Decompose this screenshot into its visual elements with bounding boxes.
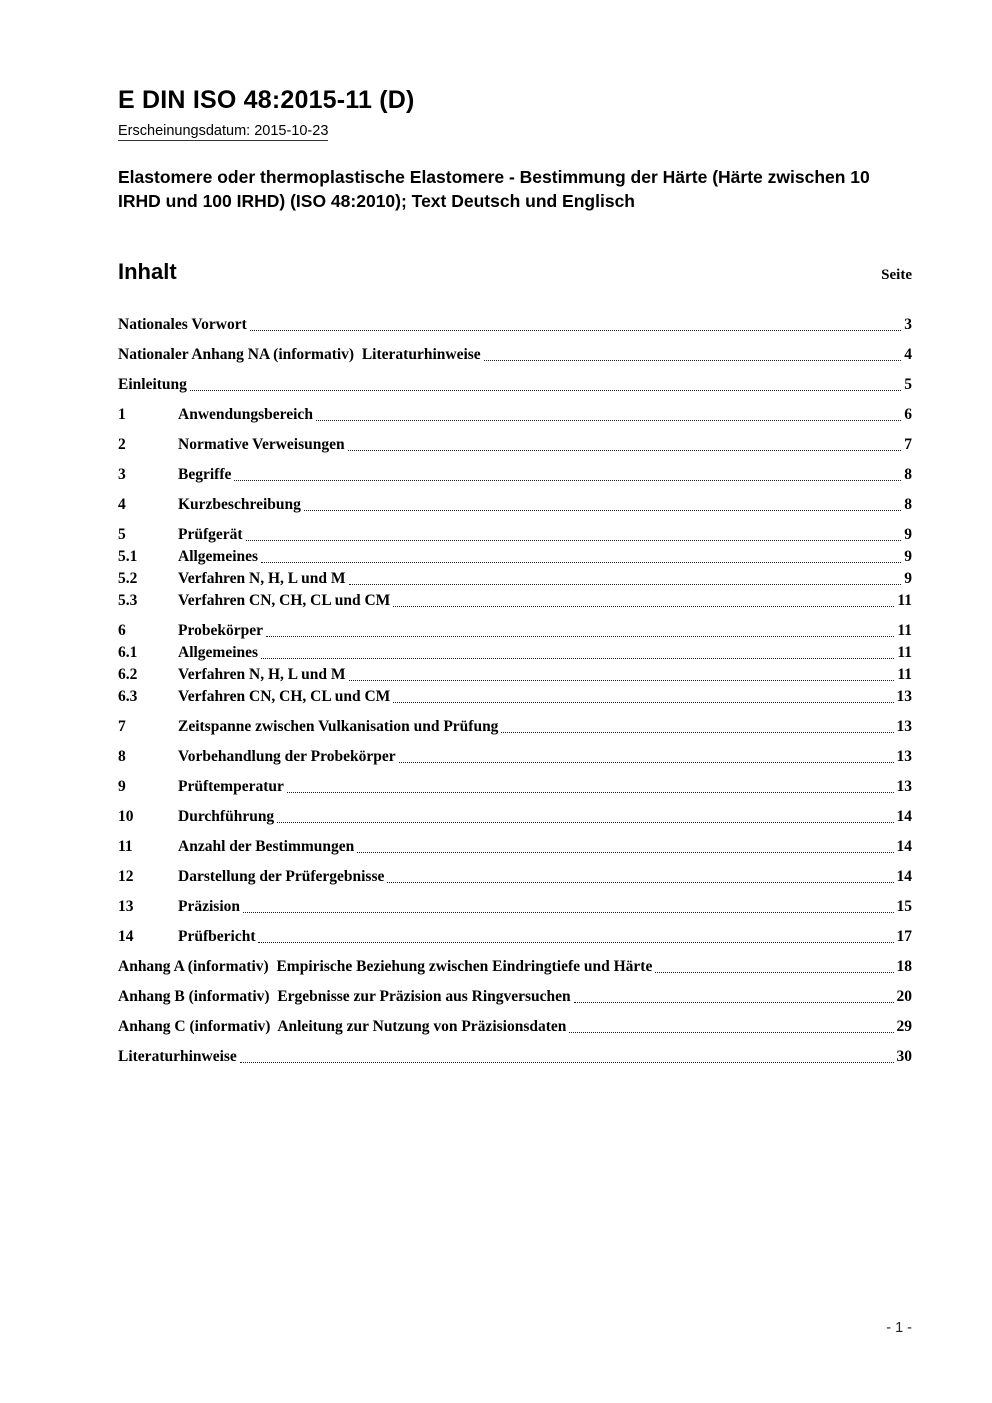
toc-entry: [118, 806, 912, 827]
toc-entry: [118, 314, 912, 335]
toc-list: [118, 314, 912, 1067]
toc-entry-number: 5.3: [118, 592, 138, 610]
toc-entry-label: Verfahren CN, CH, CL und CM: [178, 592, 391, 610]
toc-entry-number: 12: [118, 868, 134, 886]
toc-entry-page: 13: [896, 748, 912, 766]
toc-entry: [118, 986, 912, 1007]
toc-dot-leader: [250, 330, 902, 331]
toc-entry-page: 18: [896, 958, 912, 976]
toc-entry: [118, 374, 912, 395]
toc-entry-page: 17: [896, 928, 912, 946]
toc-dot-leader: [655, 972, 893, 973]
toc-dot-leader: [277, 822, 893, 823]
toc-entry-label: Begriffe: [178, 466, 232, 484]
toc-dot-leader: [266, 636, 894, 637]
page-number-footer: - 1 -: [886, 1320, 912, 1336]
toc-dot-leader: [393, 606, 894, 607]
toc-entry-page: 3: [904, 316, 912, 334]
toc-entry-page: 13: [896, 688, 912, 706]
toc-entry-label: Prüfgerät: [178, 526, 243, 544]
toc-dot-leader: [240, 1062, 894, 1063]
toc-entry-label: Anwendungsbereich: [178, 406, 313, 424]
toc-heading: Inhalt: [118, 259, 177, 285]
toc-entry: [118, 956, 912, 977]
toc-dot-leader: [190, 390, 901, 391]
toc-entry: [118, 716, 912, 737]
toc-entry: [118, 686, 912, 707]
toc-entry-label: Anzahl der Bestimmungen: [178, 838, 355, 856]
toc-entry-page: 7: [904, 436, 912, 454]
toc-entry-label: Präzision: [178, 898, 240, 916]
toc-entry-page: 4: [904, 346, 912, 364]
toc-entry-number: 6.3: [118, 688, 138, 706]
toc-entry-number: 13: [118, 898, 134, 916]
toc-entry-label: Verfahren N, H, L und M: [178, 570, 346, 588]
toc-entry-label: Verfahren CN, CH, CL und CM: [178, 688, 391, 706]
toc-entry-number: 6.1: [118, 644, 138, 662]
toc-entry: [118, 866, 912, 887]
toc-entry-label: Nationales Vorwort: [118, 316, 247, 334]
toc-entry-page: 9: [904, 526, 912, 544]
toc-dot-leader: [246, 540, 902, 541]
toc-entry: [118, 568, 912, 589]
toc-entry-page: 5: [904, 376, 912, 394]
toc-entry-page: 15: [896, 898, 912, 916]
toc-entry-page: 6: [904, 406, 912, 424]
toc-entry: [118, 344, 912, 365]
toc-entry-page: 14: [896, 868, 912, 886]
toc-entry-number: 14: [118, 928, 134, 946]
toc-entry: [118, 836, 912, 857]
toc-entry-number: 5: [118, 526, 126, 544]
toc-dot-leader: [261, 562, 901, 563]
toc-entry-page: 20: [896, 988, 912, 1006]
toc-entry-label: Durchführung: [178, 808, 275, 826]
toc-entry-number: 4: [118, 496, 126, 514]
document-title: Elastomere oder thermoplastische Elastomere - Bestimmung der Härte (Härte zwischen 10 IRHD und 100 IRHD) (ISO 48:2010); Text Deutsch und Englisch: [118, 167, 870, 212]
toc-dot-leader: [569, 1032, 893, 1033]
toc-dot-leader: [349, 584, 902, 585]
toc-dot-leader: [399, 762, 894, 763]
toc-dot-leader: [348, 450, 902, 451]
toc-entry: [118, 620, 912, 641]
toc-dot-leader: [234, 480, 901, 481]
toc-page-column-label: Seite: [881, 267, 912, 284]
toc-entry: [118, 776, 912, 797]
toc-entry-page: 11: [897, 592, 912, 610]
toc-entry-label: Normative Verweisungen: [178, 436, 345, 454]
toc-entry-page: 8: [904, 466, 912, 484]
toc-entry-page: 9: [904, 548, 912, 566]
publication-date: Erscheinungsdatum: 2015-10-23: [118, 123, 329, 139]
toc-dot-leader: [357, 852, 893, 853]
toc-header: [118, 259, 912, 285]
toc-entry-label: Darstellung der Prüfergebnisse: [178, 868, 385, 886]
toc-entry: [118, 494, 912, 515]
toc-dot-leader: [393, 702, 893, 703]
toc-entry-number: 2: [118, 436, 126, 454]
toc-entry: [118, 404, 912, 425]
toc-entry-page: 29: [896, 1018, 912, 1036]
toc-entry-number: 6: [118, 622, 126, 640]
publication-date-row: [118, 122, 912, 141]
toc-entry-label: Anhang B (informativ) Ergebnisse zur Präzision aus Ringversuchen: [118, 988, 571, 1006]
toc-entry-page: 30: [896, 1048, 912, 1066]
document-id-title: E DIN ISO 48:2015-11 (D): [118, 86, 415, 114]
toc-entry-page: 11: [897, 622, 912, 640]
toc-dot-leader: [258, 942, 893, 943]
toc-entry-number: 1: [118, 406, 126, 424]
toc-entry-label: Prüftemperatur: [178, 778, 284, 796]
page-content: [118, 0, 912, 1067]
toc-entry: [118, 434, 912, 455]
toc-entry-label: Einleitung: [118, 376, 187, 394]
toc-entry-page: 14: [896, 838, 912, 856]
toc-dot-leader: [316, 420, 901, 421]
toc-entry-number: 9: [118, 778, 126, 796]
toc-entry-label: Zeitspanne zwischen Vulkanisation und Prüfung: [178, 718, 499, 736]
toc-entry-label: Allgemeines: [178, 548, 259, 566]
toc-entry-page: 14: [896, 808, 912, 826]
toc-entry-page: 11: [897, 666, 912, 684]
toc-entry-label: Anhang C (informativ) Anleitung zur Nutzung von Präzisionsdaten: [118, 1018, 567, 1036]
toc-dot-leader: [484, 360, 902, 361]
toc-entry-number: 10: [118, 808, 134, 826]
toc-entry-number: 5.2: [118, 570, 138, 588]
toc-entry-label: Allgemeines: [178, 644, 259, 662]
toc-entry: [118, 926, 912, 947]
toc-entry-label: Verfahren N, H, L und M: [178, 666, 346, 684]
toc-entry-label: Literaturhinweise: [118, 1048, 237, 1066]
toc-entry: [118, 746, 912, 767]
toc-entry-label: Probekörper: [178, 622, 263, 640]
toc-entry: [118, 524, 912, 545]
toc-entry: [118, 1046, 912, 1067]
toc-entry-number: 8: [118, 748, 126, 766]
toc-dot-leader: [574, 1002, 894, 1003]
toc-entry-number: 7: [118, 718, 126, 736]
toc-entry-number: 3: [118, 466, 126, 484]
toc-entry: [118, 590, 912, 611]
toc-entry: [118, 896, 912, 917]
toc-entry-page: 13: [896, 718, 912, 736]
toc-dot-leader: [349, 680, 895, 681]
toc-entry-label: Prüfbericht: [178, 928, 256, 946]
toc-entry: [118, 1016, 912, 1037]
toc-dot-leader: [243, 912, 894, 913]
toc-entry-label: Nationaler Anhang NA (informativ) Literaturhinweise: [118, 346, 481, 364]
toc-entry-page: 8: [904, 496, 912, 514]
toc-entry-label: Anhang A (informativ) Empirische Beziehung zwischen Eindringtiefe und Härte: [118, 958, 653, 976]
toc-entry-page: 9: [904, 570, 912, 588]
toc-entry-page: 13: [896, 778, 912, 796]
toc-entry-number: 6.2: [118, 666, 138, 684]
toc-entry-label: Vorbehandlung der Probekörper: [178, 748, 396, 766]
toc-dot-leader: [304, 510, 901, 511]
toc-dot-leader: [261, 658, 894, 659]
toc-dot-leader: [501, 732, 893, 733]
toc-entry-page: 11: [897, 644, 912, 662]
toc-entry: [118, 664, 912, 685]
toc-entry-number: 11: [118, 838, 133, 856]
toc-entry-label: Kurzbeschreibung: [178, 496, 301, 514]
toc-dot-leader: [387, 882, 893, 883]
toc-dot-leader: [287, 792, 894, 793]
toc-entry: [118, 642, 912, 663]
toc-entry: [118, 464, 912, 485]
toc-entry-number: 5.1: [118, 548, 138, 566]
toc-entry: [118, 546, 912, 567]
